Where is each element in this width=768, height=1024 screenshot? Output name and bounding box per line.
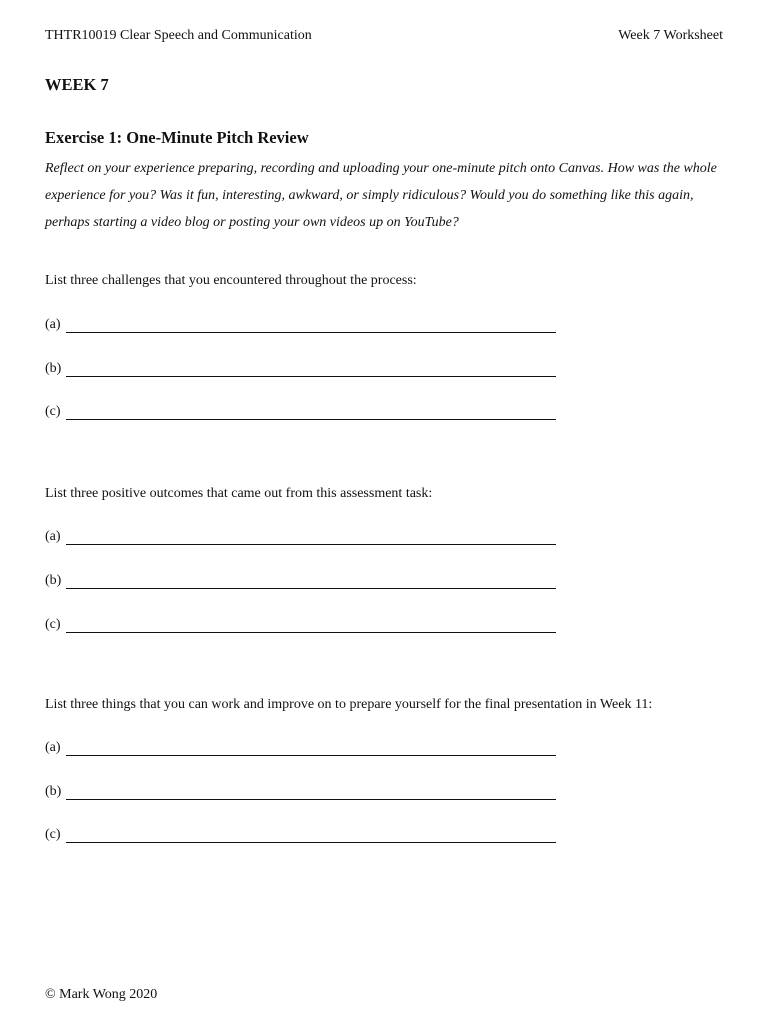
exercise-title: Exercise 1: One-Minute Pitch Review (45, 128, 309, 147)
item-label: (c) (45, 827, 61, 842)
answer-line[interactable] (66, 785, 556, 800)
header-worksheet-label: Week 7 Worksheet (618, 28, 723, 43)
answer-line[interactable] (66, 530, 556, 545)
item-label: (a) (45, 529, 61, 544)
answer-line[interactable] (66, 618, 556, 633)
improvement-c-line[interactable] (45, 827, 556, 843)
item-label: (c) (45, 617, 61, 632)
item-label: (b) (45, 784, 62, 799)
header-course-title: THTR10019 Clear Speech and Communication (45, 28, 312, 43)
answer-line[interactable] (66, 362, 556, 377)
item-label: (b) (45, 573, 62, 588)
answer-line[interactable] (66, 828, 556, 843)
challenge-c-line[interactable] (45, 404, 556, 420)
week-title: WEEK 7 (45, 75, 109, 94)
outcome-b-line[interactable] (45, 573, 556, 589)
exercise-intro: Reflect on your experience preparing, recording and uploading your one-minute pitch onto Canvas. How was the whole experience for you? Was it fun, interesting, awkward, or simply ridiculous? Would you do something like this again, perhaps starting a video blog or posting your own videos up on YouTube? (45, 161, 717, 230)
answer-line[interactable] (66, 741, 556, 756)
item-label: (a) (45, 317, 61, 332)
positive-outcomes-prompt: List three positive outcomes that came out from this assessment task: (45, 486, 433, 501)
answer-line[interactable] (66, 318, 556, 333)
answer-line[interactable] (66, 405, 556, 420)
challenge-a-line[interactable] (45, 317, 556, 333)
item-label: (a) (45, 740, 61, 755)
answer-line[interactable] (66, 574, 556, 589)
challenge-b-line[interactable] (45, 361, 556, 377)
challenges-prompt: List three challenges that you encountered throughout the process: (45, 273, 417, 288)
improvements-prompt: List three things that you can work and improve on to prepare yourself for the final presentation in Week 11: (45, 697, 653, 712)
outcome-c-line[interactable] (45, 617, 556, 633)
item-label: (c) (45, 404, 61, 419)
improvement-b-line[interactable] (45, 784, 556, 800)
item-label: (b) (45, 361, 62, 376)
improvement-a-line[interactable] (45, 740, 556, 756)
outcome-a-line[interactable] (45, 529, 556, 545)
footer-copyright: © Mark Wong 2020 (45, 987, 158, 1002)
